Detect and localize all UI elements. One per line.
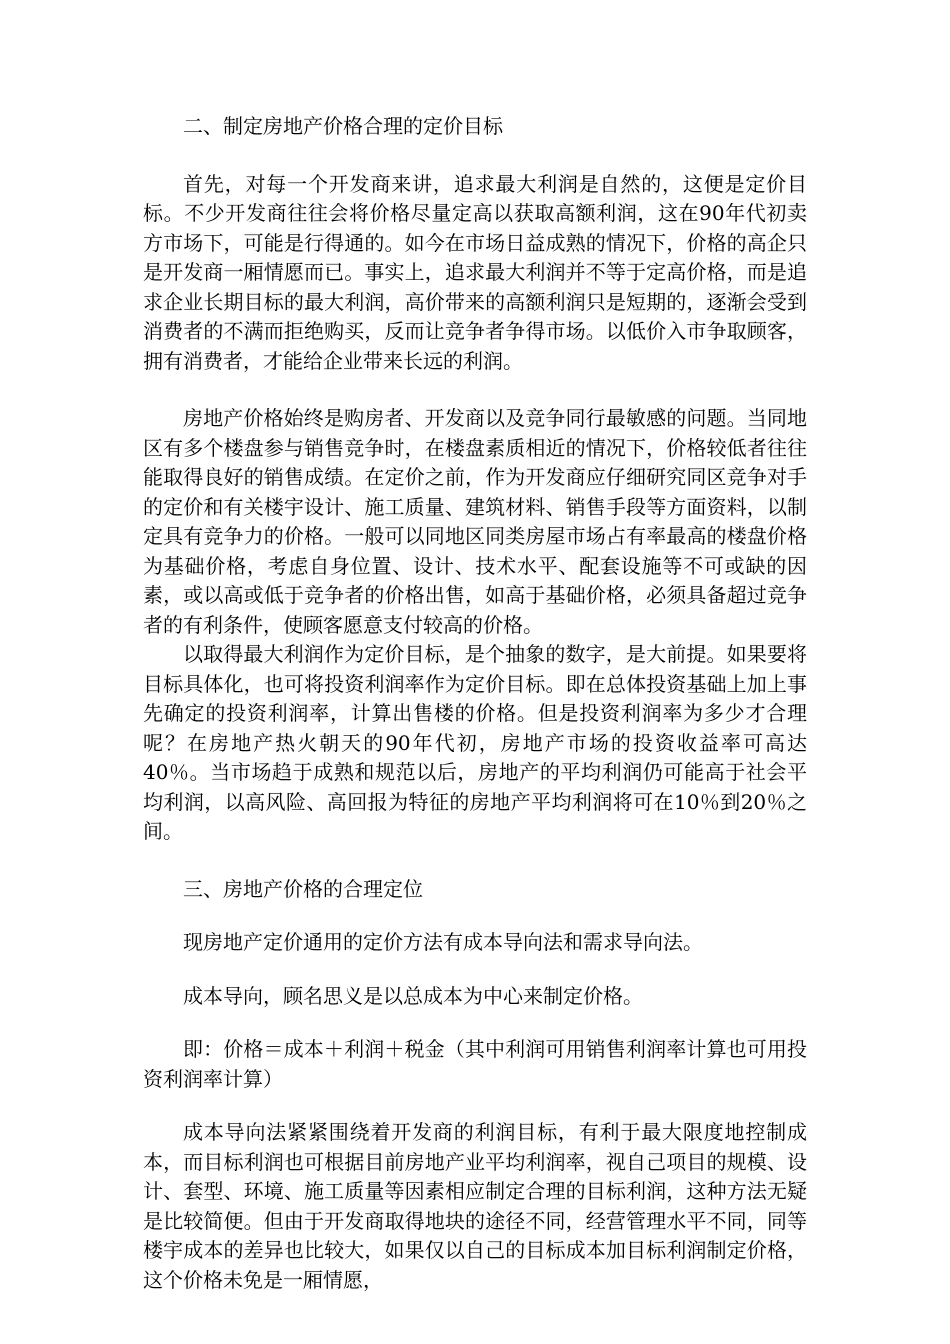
section-heading-pricing-objective: 二、制定房地产价格合理的定价目标 <box>183 114 503 138</box>
section-heading-price-positioning: 三、房地产价格的合理定位 <box>183 876 423 901</box>
paragraph-competition-pricing: 房地产价格始终是购房者、开发商以及竞争同行最敏感的问题。当同地区有多个楼盘参与销售竞争时，在楼盘素质相近的情况下，价格较低者往往能取得良好的销售成绩。在定价之前，作为开发商应仔细研究同区竞争对手的定价和有关楼宇设计、施工质量、建筑材料、销售手段等方面资料，以制定具有竞争力的价格。一般可以同地区同类房屋市场占有率最高的楼盘价格为基础价格，考虑自身位置、设计、技术水平、配套设施等不可或缺的因素，或以高或低于竞争者的价格出售，如高于基础价格，必须具备超过竞争者的有利条件，使顾客愿意支付较高的价格。 <box>143 406 807 637</box>
paragraph-max-profit: 首先，对每一个开发商来讲，追求最大利润是自然的，这便是定价目标。不少开发商往往会将价格尽量定高以获取高额利润，这在90年代初卖方市场下，可能是行得通的。如今在市场日益成熟的情况下，价格的高企只是开发商一厢情愿而已。事实上，追求最大利润并不等于定高价格，而是追求企业长期目标的最大利润，高价带来的高额利润只是短期的，逐渐会受到消费者的不满而拒绝购买，反而让竞争者争得市场。以低价入市争取顾客，拥有消费者，才能给企业带来长远的利润。 <box>143 171 807 373</box>
paragraph-investment-return: 以取得最大利润作为定价目标，是个抽象的数字，是大前提。如果要将目标具体化，也可将投资利润率作为定价目标。即在总体投资基础上加上事先确定的投资利润率，计算出售楼的价格。但是投资利润率为多少才合理呢？在房地产热火朝天的90年代初，房地产市场的投资收益率可高达40％。当市场趋于成熟和规范以后，房地产的平均利润仍可能高于社会平均利润，以高风险、高回报为特征的房地产平均利润将可在10％到20％之间。 <box>143 642 807 843</box>
paragraph-cost-oriented: 成本导向，顾名思义是以总成本为中心来制定价格。 <box>183 983 643 1008</box>
document-page <box>143 112 807 1295</box>
paragraph-cost-method-analysis: 成本导向法紧紧围绕着开发商的利润目标，有利于最大限度地控制成本，而目标利润也可根据目前房地产业平均利润率，视自己项目的规模、设计、套型、环境、施工质量等因素相应制定合理的目标利润，这种方法无疑是比较简便。但由于开发商取得地块的途径不同，经营管理水平不同，同等楼宇成本的差异也比较大，如果仅以自己的目标成本加目标利润制定价格，这个价格未免是一厢情愿， <box>143 1120 807 1292</box>
paragraph-price-formula: 即：价格＝成本＋利润＋税金（其中利润可用销售利润率计算也可用投资利润率计算） <box>143 1037 807 1091</box>
paragraph-pricing-methods: 现房地产定价通用的定价方法有成本导向法和需求导向法。 <box>183 930 703 954</box>
